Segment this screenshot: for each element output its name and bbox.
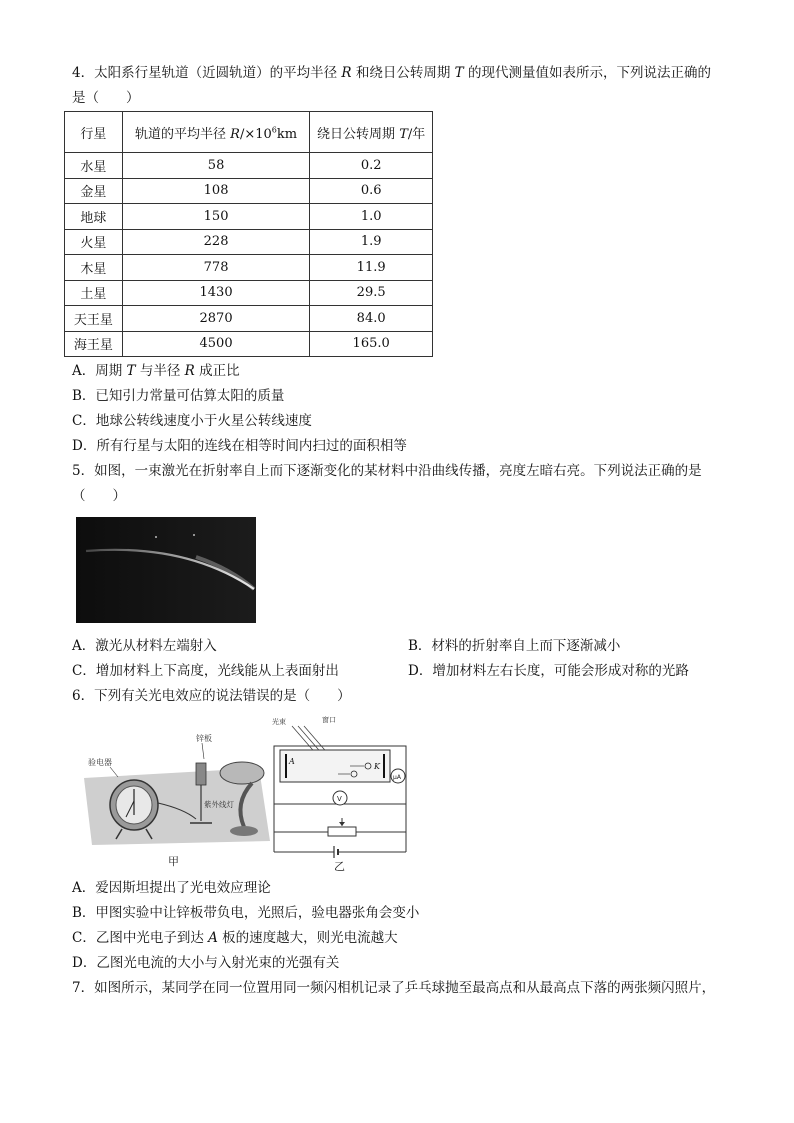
q4-option-a[interactable]: A．周期 T 与半径 R 成正比 [72,363,240,379]
cell-planet: 金星 [65,178,123,204]
cell-period: 11.9 [310,255,433,281]
cell-radius: 4500 [122,331,309,357]
table-row [65,178,433,204]
q6-option-b[interactable]: B．甲图实验中让锌板带负电，光照后，验电器张角会变小 [72,905,420,921]
cell-planet: 土星 [65,280,123,306]
q4-option-c[interactable]: C．地球公转线速度小于火星公转线速度 [72,413,312,429]
cell-planet: 火星 [65,229,123,255]
q4-option-d[interactable]: D．所有行星与太阳的连线在相等时间内扫过的面积相等 [72,438,407,454]
svg-text:μA: μA [393,774,401,781]
figure-jia-electroscope [84,723,270,868]
q5-stem-line2: （ ） [72,488,126,504]
table-row [65,204,433,230]
q7-stem: 7．如图所示，某同学在同一位置用同一频闪相机记录了乒乓球抛至最高点和从最高点下落的两张频闪照片， [72,980,716,996]
svg-text:K: K [374,762,380,771]
cell-radius: 778 [122,255,309,281]
figure-yi-circuit [270,714,422,872]
table-row [65,331,433,357]
cell-radius: 58 [122,153,309,179]
cell-radius: 228 [122,229,309,255]
q6-option-c[interactable]: C．乙图中光电子到达 A 板的速度越大，则光电流越大 [72,930,398,946]
q5-option-c[interactable]: C．增加材料上下高度，光线能从上表面射出 [72,663,339,679]
q6-option-a[interactable]: A．爱因斯坦提出了光电效应理论 [72,880,271,896]
cell-radius: 1430 [122,280,309,306]
svg-text:甲: 甲 [168,855,179,868]
col-header-radius: 轨道的平均半径 $R/\times 10^6km$ [122,112,309,153]
table-header-row [65,112,433,153]
col-header-period: 绕日公转周期 T/年 [310,112,433,153]
cell-period: 84.0 [310,306,433,332]
table-row [65,306,433,332]
planet-table [64,111,433,357]
cell-period: 165.0 [310,331,433,357]
svg-text:紫外线灯: 紫外线灯 [204,800,234,809]
cell-planet: 天王星 [65,306,123,332]
q4-option-b[interactable]: B．已知引力常量可估算太阳的质量 [72,388,285,404]
svg-text:V: V [337,795,342,803]
table-row [65,153,433,179]
cell-planet: 海王星 [65,331,123,357]
q6-option-d[interactable]: D．乙图光电流的大小与入射光束的光强有关 [72,955,340,971]
cell-period: 0.2 [310,153,433,179]
cell-period: 29.5 [310,280,433,306]
q5-option-b[interactable]: B．材料的折射率自上而下逐渐减小 [408,638,621,654]
svg-text:乙: 乙 [334,860,345,872]
table-row [65,229,433,255]
cell-radius: 2870 [122,306,309,332]
q4-stem-line2: 是（ ） [72,90,140,106]
table-row [65,255,433,281]
cell-period: 0.6 [310,178,433,204]
q5-option-d[interactable]: D．增加材料左右长度，可能会形成对称的光路 [408,663,689,679]
cell-radius: 108 [122,178,309,204]
q6-stem: 6．下列有关光电效应的说法错误的是（ ） [72,688,351,704]
svg-text:窗口: 窗口 [322,716,336,724]
q4-stem-line1: 4．太阳系行星轨道（近圆轨道）的平均半径 R 和绕日公转周期 T 的现代测量值如表所示，下列说法正确的 [72,65,711,81]
svg-text:A: A [289,757,295,766]
table-row [65,280,433,306]
col-header-planet: 行星 [65,112,123,153]
cell-planet: 水星 [65,153,123,179]
cell-planet: 地球 [65,204,123,230]
rheostat [328,827,356,836]
zinc-plate [196,763,206,785]
cell-radius: 150 [122,204,309,230]
uv-lamp [220,762,264,784]
svg-text:验电器: 验电器 [88,758,112,767]
q5-stem-line1: 5．如图，一束激光在折射率自上而下逐渐变化的某材料中沿曲线传播，亮度左暗右亮。下列说法正确的是 [72,463,702,479]
cell-period: 1.9 [310,229,433,255]
q5-option-a[interactable]: A．激光从材料左端射入 [72,638,217,654]
svg-text:光束: 光束 [272,718,286,726]
cell-planet: 木星 [65,255,123,281]
cell-period: 1.0 [310,204,433,230]
laser-photo [76,517,256,623]
svg-text:锌板: 锌板 [196,734,212,743]
